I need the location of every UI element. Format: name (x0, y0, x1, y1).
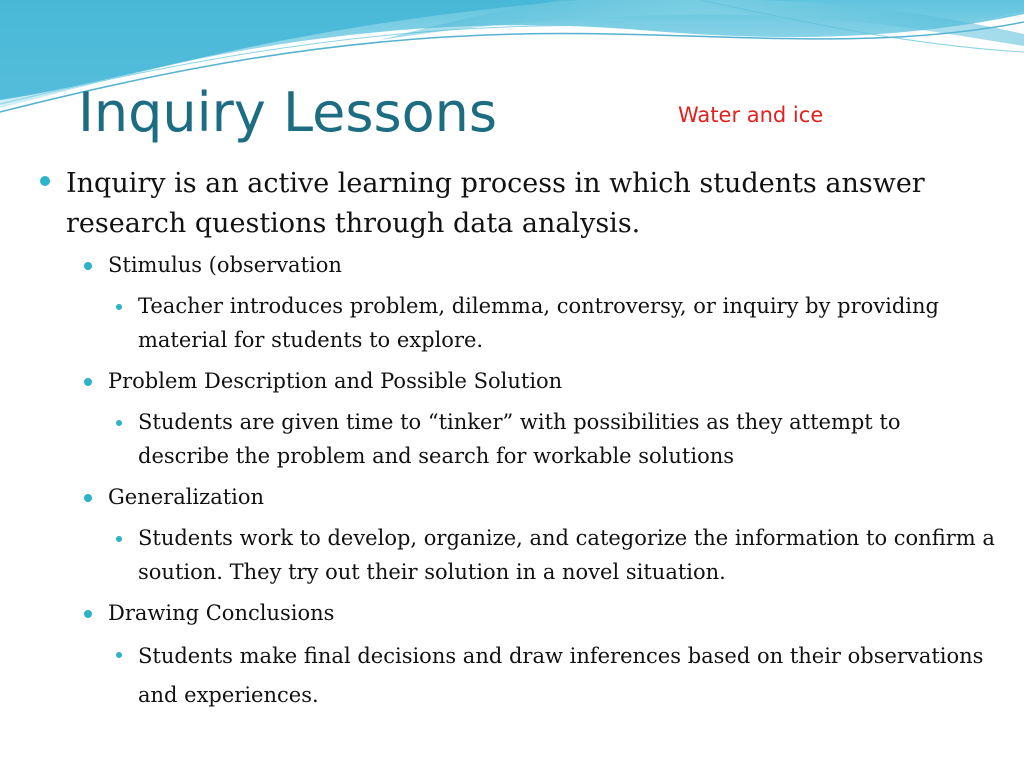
sub-point-stimulus: Stimulus (observation (108, 253, 342, 277)
bullet-icon (116, 304, 122, 310)
detail-problem: Students are given time to “tinker” with possibilities as they attempt to describe the problem and search for workable solutions (138, 410, 901, 468)
bullet-icon (84, 494, 92, 502)
bullet-icon (116, 420, 122, 426)
detail-stimulus: Teacher introduces problem, dilemma, controversy, or inquiry by providing material for students to explore. (138, 294, 939, 352)
bullet-icon (116, 536, 122, 542)
bullet-icon (84, 378, 92, 386)
detail-conclusions: Students make final decisions and draw inferences based on their observations and experiences. (138, 644, 984, 707)
slide-subtitle: Water and ice (678, 103, 824, 127)
sub-point-problem: Problem Description and Possible Solution (108, 369, 563, 393)
slide-title: Inquiry Lessons (78, 81, 498, 144)
bullet-icon (40, 176, 50, 186)
sub-point-conclusions: Drawing Conclusions (108, 601, 335, 625)
bullet-icon (116, 652, 122, 658)
bullet-icon (84, 262, 92, 270)
sub-point-generalization: Generalization (108, 485, 265, 509)
main-point: Inquiry is an active learning process in which students answer research questions through data analysis. (66, 168, 925, 239)
detail-generalization: Students work to develop, organize, and categorize the information to confirm a soution. They try out their solution in a novel situation. (138, 526, 995, 584)
bullet-icon (84, 610, 92, 618)
